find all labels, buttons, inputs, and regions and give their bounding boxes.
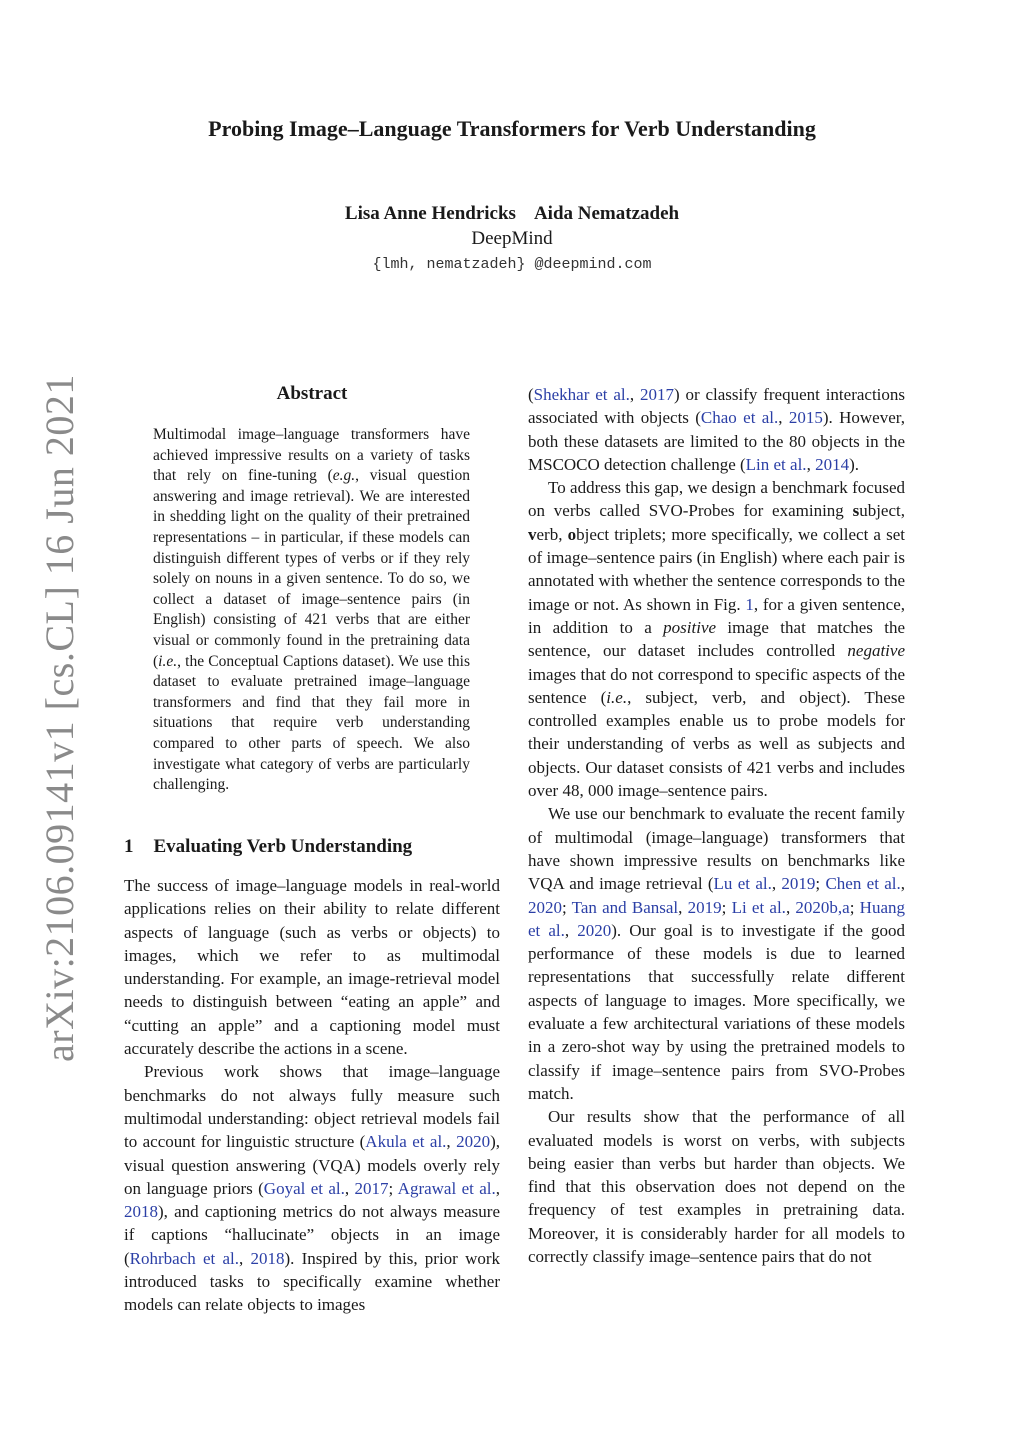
- citation-link[interactable]: Rohrbach et al.: [129, 1248, 239, 1268]
- citation-link[interactable]: Lin et al.: [745, 454, 807, 474]
- citation-link[interactable]: Agrawal et al.: [397, 1178, 496, 1198]
- citation-link[interactable]: Shekhar et al.: [533, 385, 630, 404]
- author-list: [0, 203, 1024, 225]
- citation-link[interactable]: 2019: [687, 897, 722, 917]
- author-name: Aida Nematzadeh: [533, 203, 680, 224]
- section-number: 1: [124, 836, 134, 857]
- citation-link[interactable]: 2020: [577, 920, 612, 940]
- author-name: Lisa Anne Hendricks: [344, 203, 516, 224]
- paragraph: Previous work shows that image–language benchmarks do not always fully measure such multimodal understanding: object retrieval models fail to account for linguistic structure (Akula et al., 2020), visual question answering (VQA) models overly rely on language priors (Goyal et al., 2017; Agrawal et al., 2018), and captioning metrics do not always measure if captions “hallucinate” objects in an image (Rohrbach et al., 2018). Inspired by this, prior work introduced tasks to specifically examine whether models can relate objects to images: [124, 1062, 501, 1315]
- citation-link[interactable]: 2020b,a: [795, 897, 850, 917]
- citation-link[interactable]: Lu et al.: [713, 874, 772, 894]
- citation-link[interactable]: Goyal et al.: [263, 1178, 345, 1198]
- citation-link[interactable]: 2017: [354, 1178, 389, 1198]
- figure-reference-link[interactable]: 1: [745, 594, 754, 614]
- section-heading: [124, 836, 500, 858]
- citation-link[interactable]: Chao et al.: [700, 408, 779, 428]
- citation-link[interactable]: 2015: [788, 408, 823, 428]
- right-column-body: [528, 383, 905, 1268]
- citation-link[interactable]: Chen et al.: [825, 874, 901, 894]
- arxiv-identifier: arXiv:2106.09141v1 [cs.CL] 16 Jun 2021: [37, 374, 82, 1062]
- paragraph: The success of image–language models in real-world applications relies on their ability to relate different aspects of language (such as verbs or objects) to images, which we refer to as multimodal understanding. For example, an image-retrieval model needs to distinguish between “eating an apple” and “cutting an apple” and a captioning model must accurately describe the actions in a scene.: [124, 876, 500, 1059]
- paragraph: Our results show that the performance of all evaluated models is worst on verbs, with subjects being easier than verbs but harder than objects. We find that this observation does not depend on the frequency of test examples in pretraining data. Moreover, it is considerably harder for all models to correctly classify image–sentence pairs that do not: [528, 1107, 905, 1266]
- left-column-body: [124, 874, 500, 1317]
- section-title: Evaluating Verb Understanding: [153, 836, 413, 857]
- paragraph: We use our benchmark to evaluate the recent family of multimodal (image–language) transformers that have shown impressive results on benchmarks like VQA and image retrieval (Lu et al., 2019; Chen et al., 2020; Tan and Bansal, 2019; Li et al., 2020b,a; Huang et al., 2020). Our goal is to investigate if the good performance of these models is due to learned representations that successfully relate different aspects of language to images. More specifically, we evaluate a few architectural variations of these models in a zero-shot way by using the pretrained models to classify if image–sentence pairs from SVO-Probes match.: [528, 804, 906, 1103]
- citation-link[interactable]: Li et al.: [731, 897, 786, 917]
- citation-link[interactable]: 2020: [528, 897, 562, 917]
- citation-link[interactable]: 2014: [815, 454, 850, 474]
- paragraph: To address this gap, we design a benchmark focused on verbs called SVO-Probes for examining subject, verb, object triplets; more specifically, we collect a set of image–sentence pairs (in English) where each pair is annotated with whether the sentence corresponds to the image or not. As shown in Fig. 1, for a given sentence, in addition to a positive image that matches the sentence, our dataset includes controlled negative images that do not correspond to specific aspects of the sentence (i.e., subject, verb, and object). These controlled examples enable us to probe models for their understanding of verbs as well as subjects and objects. Our dataset consists of 421 verbs and includes over 48, 000 image–sentence pairs.: [528, 478, 905, 801]
- citation-link[interactable]: Huang et al.: [528, 897, 905, 940]
- citation-link[interactable]: 2018: [124, 1202, 158, 1222]
- citation-link[interactable]: 2019: [781, 874, 816, 894]
- affiliation: DeepMind: [471, 228, 553, 249]
- citation-link[interactable]: Tan and Bansal: [571, 897, 679, 917]
- citation-link[interactable]: Akula et al.: [365, 1132, 447, 1152]
- citation-link[interactable]: 2017: [639, 385, 674, 404]
- author-email: {lmh, nematzadeh} @deepmind.com: [372, 256, 652, 273]
- paper-title: Probing Image–Language Transformers for Verb Understanding: [208, 116, 816, 141]
- abstract-heading: Abstract: [276, 383, 348, 404]
- citation-link[interactable]: 2018: [250, 1248, 285, 1268]
- citation-link[interactable]: 2020: [456, 1132, 491, 1152]
- abstract-body: Multimodal image–language transformers have achieved impressive results on a variety of tasks that rely on fine-tuning (e.g., visual question answering and image retrieval). We are interested in shedding light on the quality of their pretrained representations – in particular, if these models can distinguish different types of verbs or if they rely solely on nouns in a given sentence. To do so, we collect a dataset of image–sentence pairs (in English) consisting of 421 verbs that are either visual or commonly found in the pretraining data (i.e., the Conceptual Captions dataset). We use this dataset to evaluate pretrained image–language transformers and find that they fail more in situations that require verb understanding compared to other parts of speech. We also investigate what category of verbs are particularly challenging.: [153, 426, 470, 794]
- paragraph: (Shekhar et al., 2017) or classify frequent interactions associated with objects (Chao et al., 2015). However, both these datasets are limited to the 80 objects in the MSCOCO detection challenge (Lin et al., 2014).: [528, 385, 906, 474]
